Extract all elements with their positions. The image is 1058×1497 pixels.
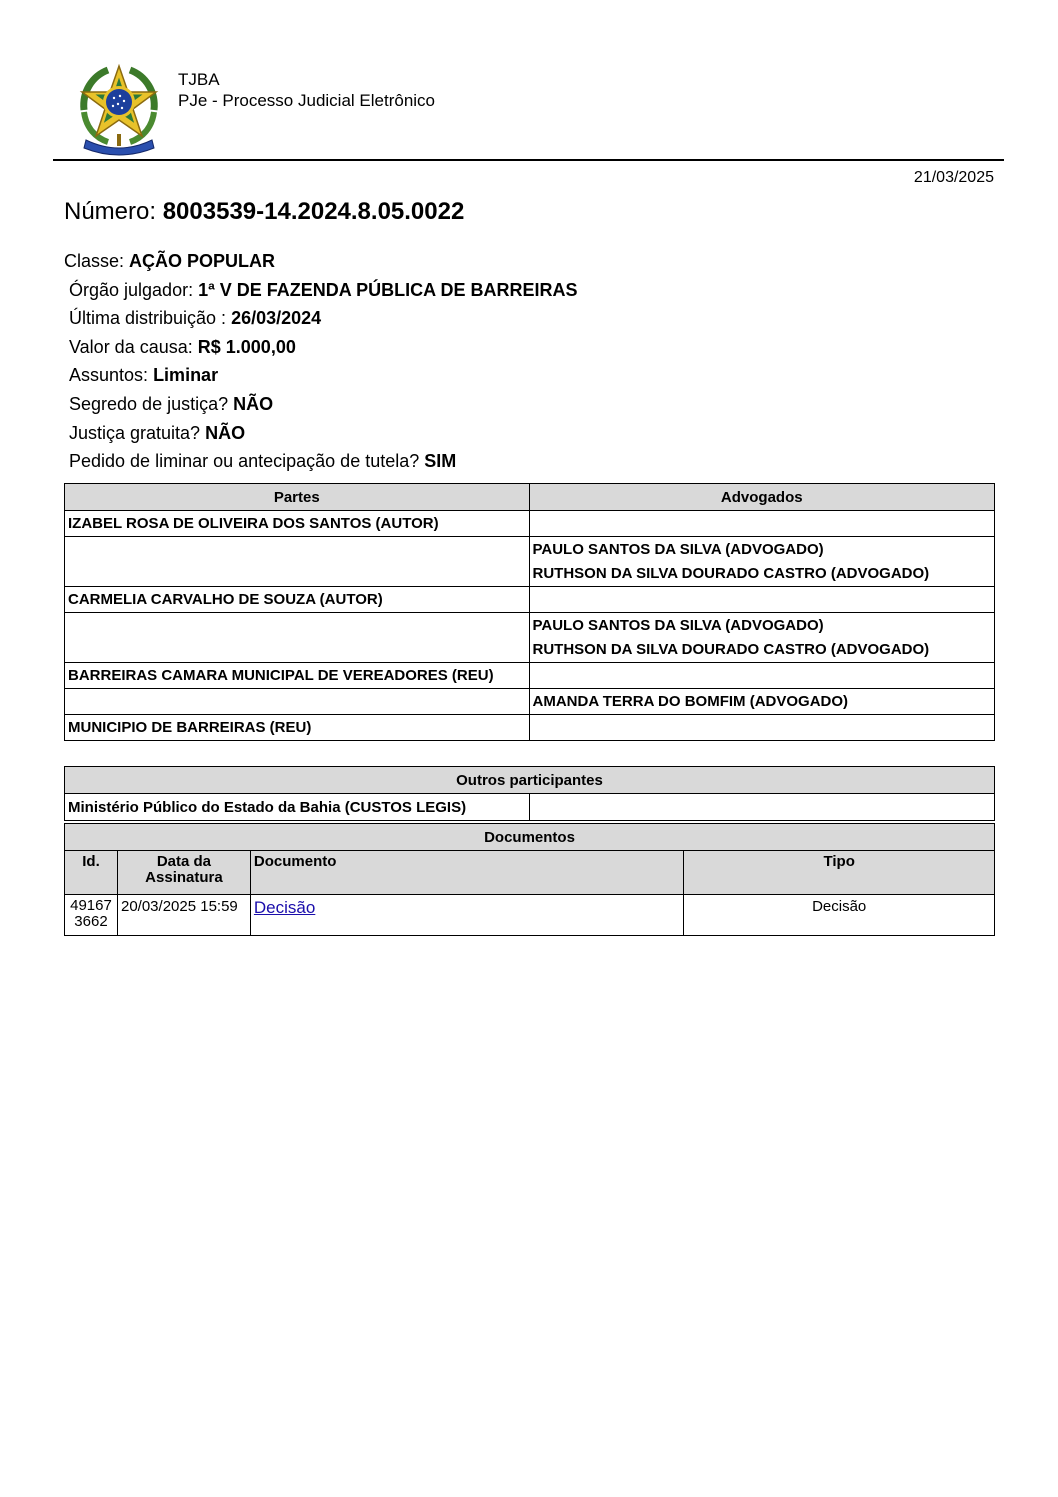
advogado-name: PAULO SANTOS DA SILVA (ADVOGADO): [532, 540, 824, 558]
field-valor: [64, 336, 577, 365]
col-data-assinatura: [117, 851, 250, 895]
advogados-cell: [529, 613, 995, 663]
outros-title: Outros participantes: [65, 767, 995, 794]
table-row: [65, 537, 995, 587]
field-classe: [64, 250, 577, 279]
empty-cell: [529, 587, 995, 613]
col-partes: Partes: [65, 484, 530, 511]
process-number-value: 8003539-14.2024.8.05.0022: [162, 198, 465, 225]
field-value: 26/03/2024: [231, 308, 322, 329]
field-orgao: [64, 279, 577, 308]
field-label: Justiça gratuita?: [69, 422, 201, 443]
parte-name: CARMELIA CARVALHO DE SOUZA (AUTOR): [65, 587, 530, 613]
header-divider: [53, 159, 1004, 161]
parte-name: BARREIRAS CAMARA MUNICIPAL DE VEREADORES (REU): [65, 663, 530, 689]
documentos-title: Documentos: [65, 824, 995, 851]
field-value: Liminar: [153, 365, 219, 386]
table-row: [65, 715, 995, 741]
process-number: [64, 198, 464, 226]
advogado-name: RUTHSON DA SILVA DOURADO CASTRO (ADVOGADO): [532, 640, 930, 658]
field-liminar: [64, 450, 577, 479]
field-label: Segredo de justiça?: [69, 393, 229, 414]
empty-cell: [65, 689, 530, 715]
doc-id-line: 3662: [74, 913, 108, 930]
doc-link[interactable]: Decisão: [253, 898, 316, 917]
table-row: [65, 895, 995, 936]
advogado-name: AMANDA TERRA DO BOMFIM (ADVOGADO): [529, 689, 995, 715]
field-label: Valor da causa:: [69, 336, 193, 357]
documentos-table: [64, 823, 995, 936]
doc-tipo: Decisão: [684, 895, 995, 936]
table-header-row: [65, 767, 995, 794]
field-label: Pedido de liminar ou antecipação de tutela?: [69, 451, 420, 472]
empty-cell: [529, 663, 995, 689]
table-row: [65, 663, 995, 689]
process-number-label: Número:: [64, 198, 157, 225]
process-fields: [64, 250, 577, 479]
field-gratuita: [64, 422, 577, 451]
col-tipo: Tipo: [684, 851, 995, 895]
table-column-header-row: [65, 851, 995, 895]
field-label: Última distribuição :: [69, 308, 227, 329]
field-value: AÇÃO POPULAR: [129, 251, 276, 271]
col-documento: Documento: [250, 851, 683, 895]
advogados-cell: [529, 537, 995, 587]
doc-id: [65, 895, 118, 936]
parte-name: IZABEL ROSA DE OLIVEIRA DOS SANTOS (AUTOR): [65, 511, 530, 537]
empty-cell: [65, 613, 530, 663]
empty-cell: [529, 511, 995, 537]
doc-documento-cell: [250, 895, 683, 936]
table-row: [65, 689, 995, 715]
participante-name: Ministério Público do Estado da Bahia (CUSTOS LEGIS): [65, 794, 530, 821]
field-value: NÃO: [205, 422, 246, 443]
system-name: PJe - Processo Judicial Eletrônico: [178, 91, 436, 110]
print-date: 21/03/2025: [913, 169, 994, 186]
page-header: [0, 0, 1058, 162]
col-data-line: Data da: [156, 853, 212, 870]
col-advogados: Advogados: [529, 484, 995, 511]
field-label: Classe:: [64, 251, 125, 271]
field-value: 1ª V DE FAZENDA PÚBLICA DE BARREIRAS: [198, 279, 578, 300]
org-name: TJBA: [178, 70, 220, 89]
partes-table: [64, 483, 995, 741]
empty-cell: [65, 537, 530, 587]
advogado-name: RUTHSON DA SILVA DOURADO CASTRO (ADVOGADO): [532, 564, 930, 582]
parte-name: MUNICIPIO DE BARREIRAS (REU): [65, 715, 530, 741]
doc-id-line: 49167: [70, 897, 112, 914]
field-value: SIM: [424, 451, 457, 472]
field-distribuicao: [64, 307, 577, 336]
table-header-row: [65, 824, 995, 851]
table-header-row: [65, 484, 995, 511]
field-assuntos: [64, 364, 577, 393]
col-data-line: Assinatura: [145, 869, 223, 886]
table-row: [65, 613, 995, 663]
brazil-coat-of-arms-icon: [74, 62, 164, 156]
field-segredo: [64, 393, 577, 422]
table-row: [65, 511, 995, 537]
empty-cell: [529, 794, 994, 821]
col-id: Id.: [65, 851, 118, 895]
doc-data: 20/03/2025 15:59: [117, 895, 250, 936]
field-value: R$ 1.000,00: [197, 336, 296, 357]
field-label: Assuntos:: [69, 365, 149, 386]
field-value: NÃO: [233, 393, 274, 414]
advogado-name: PAULO SANTOS DA SILVA (ADVOGADO): [532, 616, 824, 634]
field-label: Órgão julgador:: [69, 279, 194, 300]
empty-cell: [529, 715, 995, 741]
table-row: [65, 794, 995, 821]
outros-participantes-table: [64, 766, 995, 821]
table-row: [65, 587, 995, 613]
